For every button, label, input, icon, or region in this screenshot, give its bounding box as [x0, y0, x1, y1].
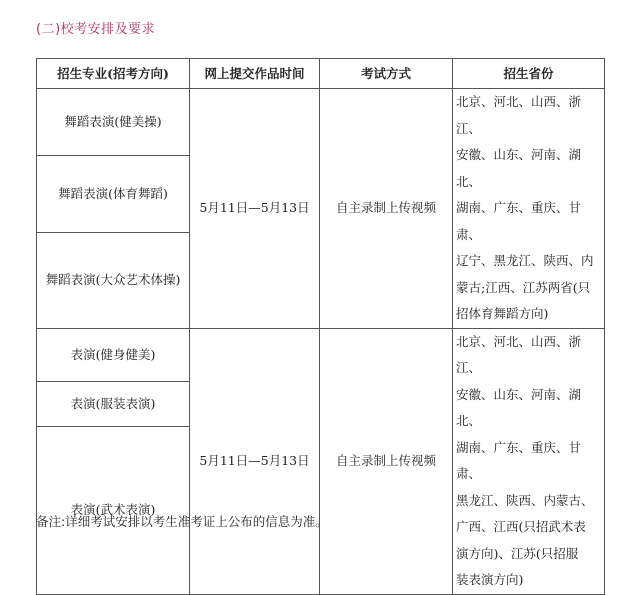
province-line: 湖南、广东、重庆、甘肃、 — [456, 439, 582, 481]
header-exam-method: 考试方式 — [320, 59, 453, 89]
major-cell: 舞蹈表演(大众艺术体操) — [37, 232, 190, 328]
table-row — [37, 89, 605, 156]
major-cell: 舞蹈表演(健美操) — [37, 89, 190, 156]
provinces-cell — [453, 328, 605, 594]
header-major: 招生专业(招考方向) — [37, 59, 190, 89]
province-line: 安徽、山东、河南、湖北、 — [456, 386, 582, 428]
major-cell: 表演(健身健美) — [37, 328, 190, 381]
province-line: 蒙古;江西、江苏两省(只 — [456, 279, 591, 295]
province-line: 装表演方向) — [456, 572, 524, 587]
province-line: 安徽、山东、河南、湖北、 — [456, 147, 582, 189]
major-cell: 表演(服装表演) — [37, 381, 190, 427]
province-line: 广西、江西(只招武术表 — [456, 519, 586, 534]
province-line: 演方向)、江苏(只招服 — [456, 545, 579, 561]
method-cell: 自主录制上传视频 — [320, 328, 453, 594]
table-row — [37, 328, 605, 381]
province-line: 黑龙江、陕西、内蒙古、 — [456, 492, 594, 508]
section-title: (二)校考安排及要求 — [36, 22, 156, 37]
method-cell: 自主录制上传视频 — [320, 89, 453, 329]
province-line: 招体育舞蹈方向) — [456, 306, 549, 321]
time-cell: 5月11日—5月13日 — [190, 89, 320, 329]
major-cell: 表演(武术表演) — [37, 427, 190, 594]
header-submission-time: 网上提交作品时间 — [190, 59, 320, 89]
provinces-cell — [453, 89, 605, 329]
major-cell: 舞蹈表演(体育舞蹈) — [37, 156, 190, 233]
province-line: 辽宁、黑龙江、陕西、内 — [456, 253, 594, 268]
time-cell: 5月11日—5月13日 — [190, 328, 320, 594]
province-line: 北京、河北、山西、浙江、 — [456, 94, 582, 136]
province-line: 湖南、广东、重庆、甘肃、 — [456, 200, 582, 242]
header-provinces: 招生省份 — [453, 59, 605, 89]
table-header-row — [37, 59, 605, 89]
province-line: 北京、河北、山西、浙江、 — [456, 333, 582, 375]
footnote: 备注:详细考试安排以考生准考证上公布的信息为准。 — [36, 514, 328, 529]
